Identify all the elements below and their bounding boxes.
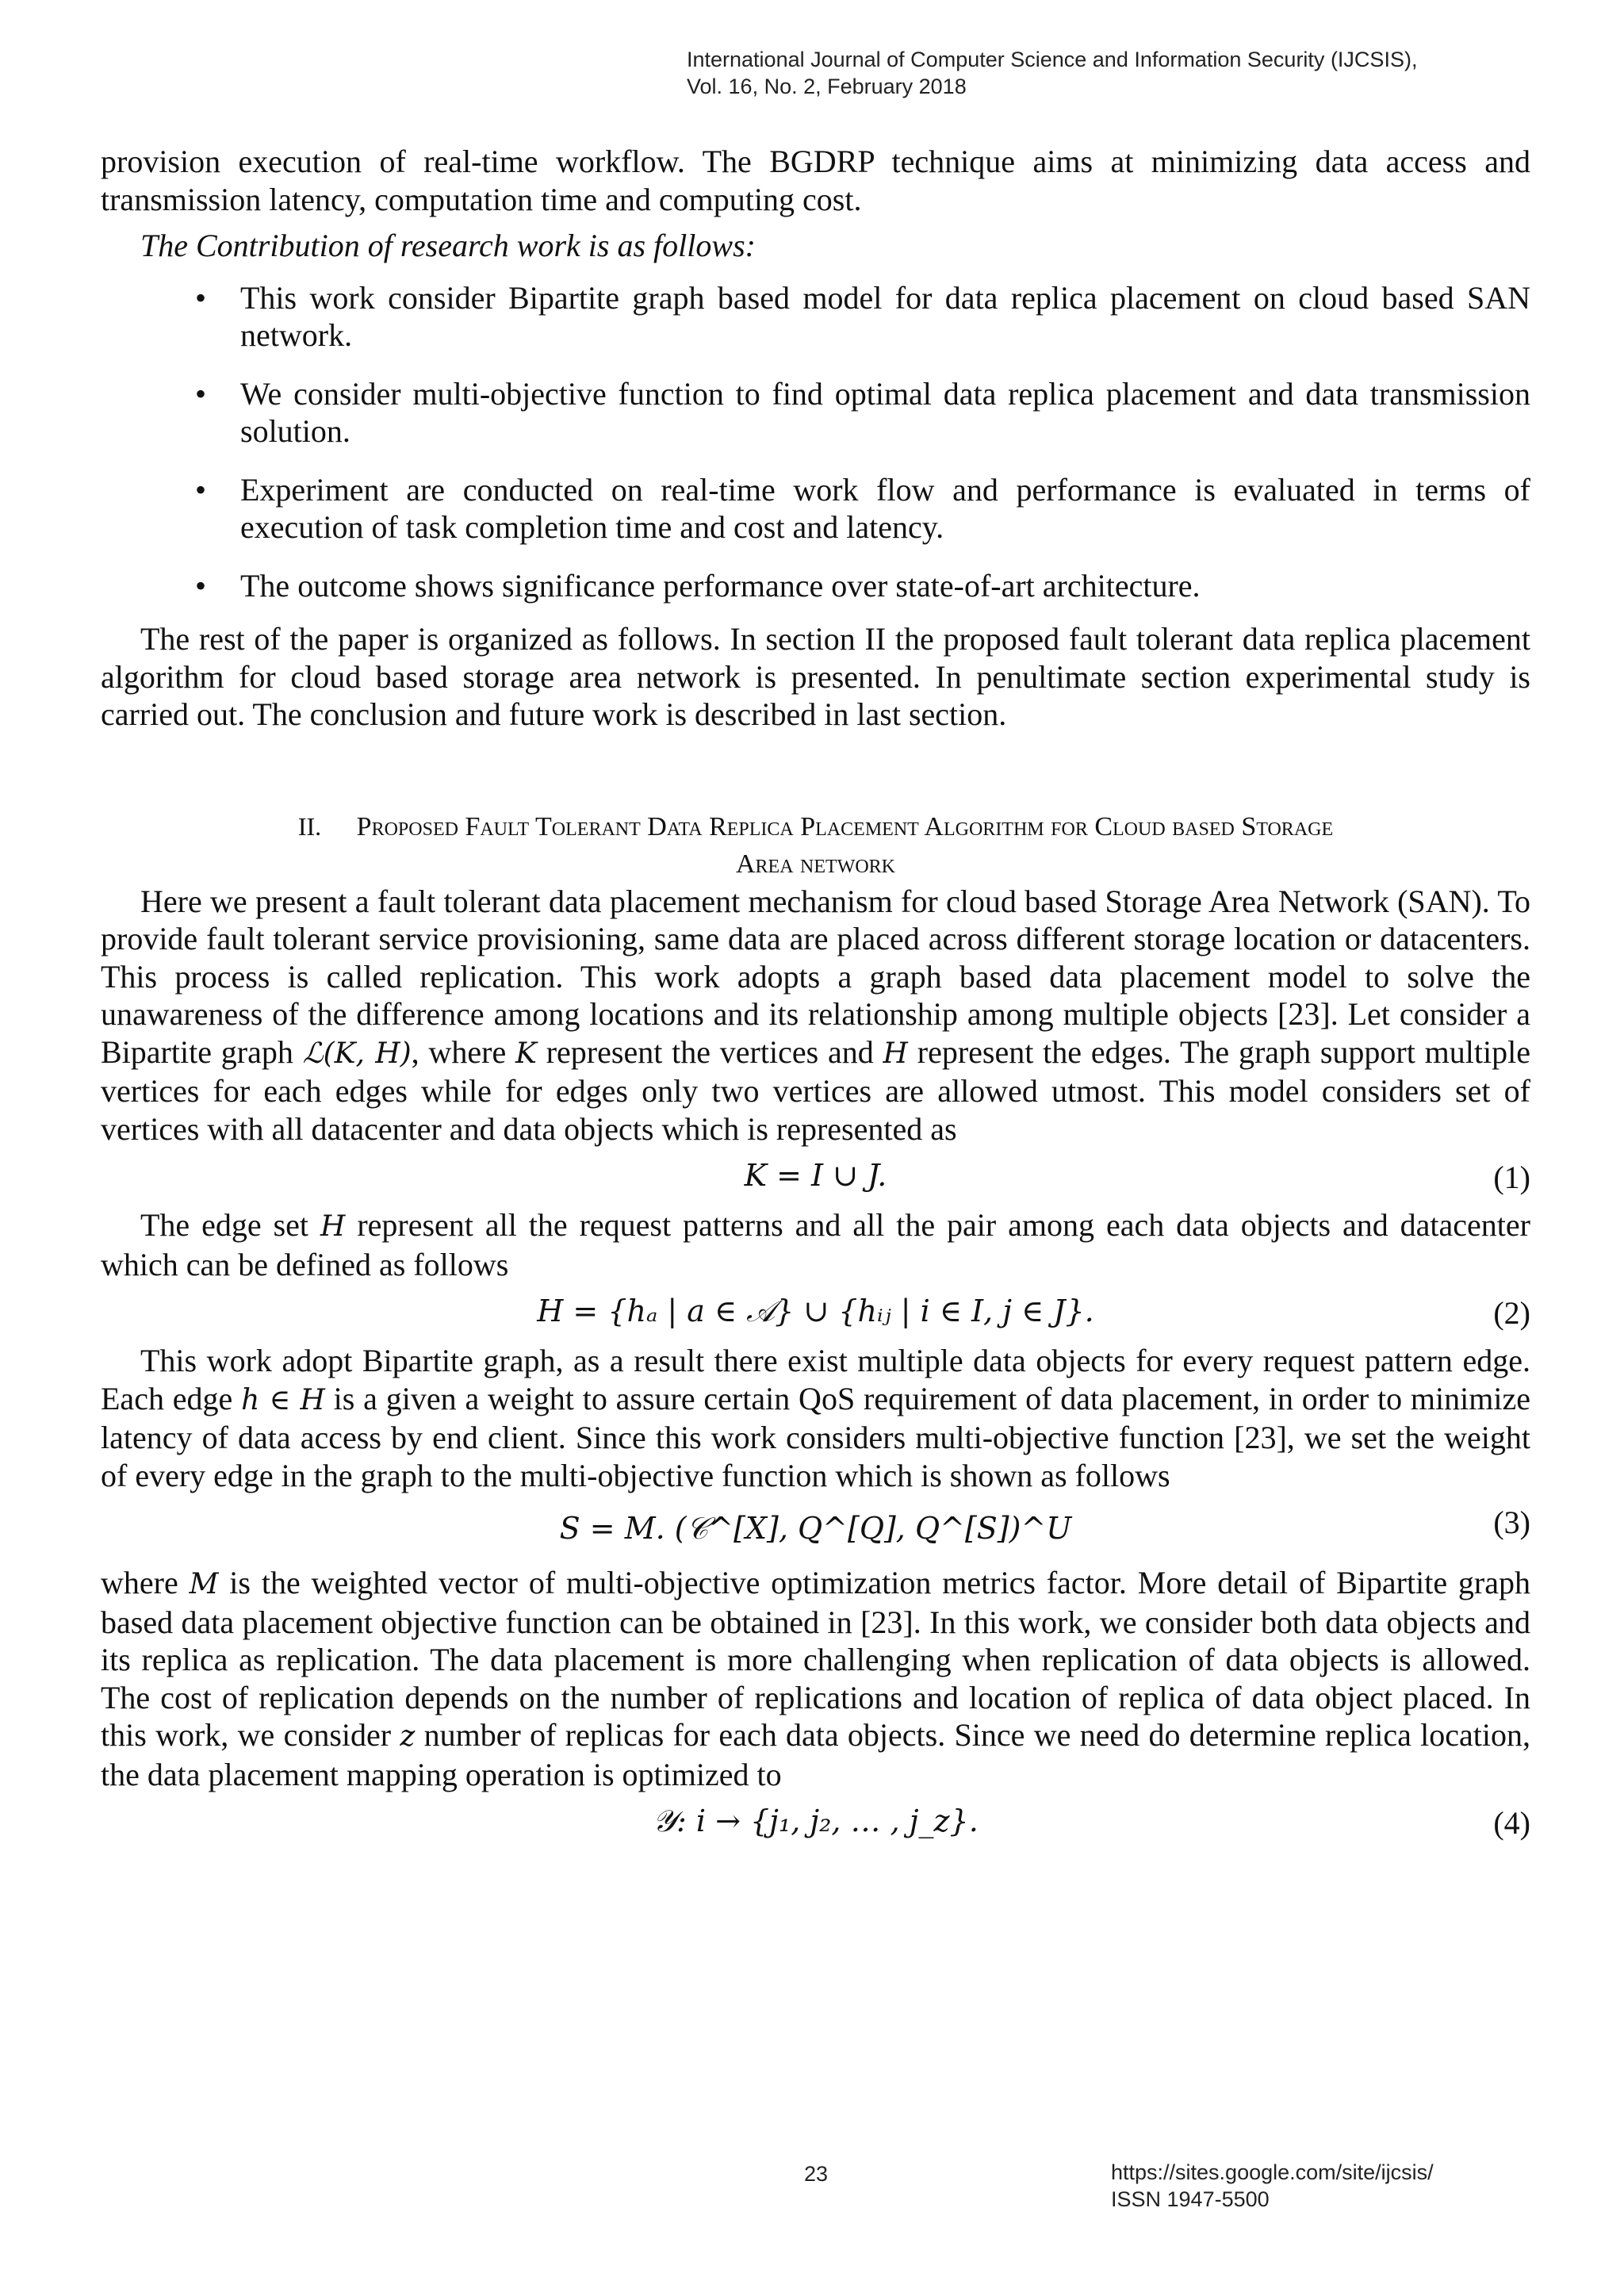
section-heading <box>101 808 1530 883</box>
math-inline: M <box>189 1568 219 1600</box>
equation-1-expression: K = I ∪ J. <box>744 1158 887 1193</box>
section-title-line2: Area network <box>735 849 896 879</box>
equation-4 <box>101 1800 1530 1846</box>
body-paragraph-1: Here we present a fault tolerant data placement mechanism for cloud based Storage Area Network (SAN). To provide fault tolerant service provisioning, same data are placed across different storage location or datacenters. This process is called replication. This work adopts a graph based data placement model to solve the unawareness of the difference among locations and its relationship among multiple objects [23]. Let consider a Bipartite graph ℒ(K, H), where K represent the vertices and H represent the edges. The graph support multiple vertices for each edges while for edges only two vertices are allowed utmost. This model considers set of vertices with all datacenter and data objects which is represented as <box>101 883 1530 1147</box>
body-paragraph-3: This work adopt Bipartite graph, as a result there exist multiple data objects for every request pattern edge. Each edge h ∈ H is a given a weight to assure certain QoS requirement of data placement, in order to minimize latency of data access by end client. Since this work considers multi-objective function [23], we set the weight of every edge in the graph to the multi-objective function which is shown as follows <box>101 1343 1530 1493</box>
main-text <box>101 143 1530 1852</box>
math-inline: H <box>320 1210 346 1243</box>
journal-volume: Vol. 16, No. 2, February 2018 <box>687 75 967 98</box>
math-inline: h ∈ H <box>241 1383 325 1416</box>
contribution-item: • Experiment are conducted on real-time work flow and performance is evaluated in terms of execution of task completion time and cost and latency. <box>240 471 1530 546</box>
contribution-item: • This work consider Bipartite graph based model for data replica placement on cloud based SAN network. <box>240 279 1530 355</box>
contribution-list <box>101 279 1530 605</box>
equation-4-number: (4) <box>1493 1805 1530 1841</box>
math-inline: ℒ(K, H) <box>302 1037 412 1070</box>
equation-1-number: (1) <box>1493 1159 1530 1195</box>
intro-paragraph: provision execution of real-time workflow. The BGDRP technique aims at minimizing data access and transmission latency, computation time and computing cost. <box>101 144 1530 217</box>
equation-3-number: (3) <box>1493 1504 1530 1540</box>
contribution-item: • We consider multi-objective function to find optimal data replica placement and data transmission solution. <box>240 375 1530 450</box>
body-paragraph-2: The edge set H represent all the request patterns and all the pair among each data objects and datacenter which can be defined as follows <box>101 1207 1530 1282</box>
equation-2-number: (2) <box>1493 1295 1530 1331</box>
math-inline: K <box>515 1037 537 1070</box>
equation-4-expression: 𝒴: i → {j₁, j₂, … , j_z}. <box>653 1803 979 1838</box>
math-inline: H <box>883 1037 908 1070</box>
footer-info <box>1111 2159 1434 2213</box>
equation-2-expression: H = {hₐ | a ∈ 𝒜} ∪ {hᵢⱼ | i ∈ I, j ∈ J}. <box>537 1294 1094 1328</box>
section-title-line1: Proposed Fault Tolerant Data Replica Placement Algorithm for Cloud based Storage <box>356 811 1334 841</box>
contribution-heading: The Contribution of research work is as follows: <box>140 228 756 263</box>
organization-paragraph: The rest of the paper is organized as follows. In section II the proposed fault tolerant data replica placement algorithm for cloud based storage area network is presented. In penultimate section experimental study is carried out. The conclusion and future work is described in last section. <box>101 621 1530 732</box>
journal-name: International Journal of Computer Science and Information Security (IJCSIS), <box>687 48 1418 71</box>
running-header <box>687 46 1417 100</box>
section-number: II. <box>297 811 322 841</box>
math-inline: z <box>400 1720 416 1753</box>
equation-2 <box>101 1290 1530 1336</box>
footer-issn: ISSN 1947-5500 <box>1111 2187 1270 2211</box>
footer-url: https://sites.google.com/site/ijcsis/ <box>1111 2160 1434 2184</box>
page-number: 23 <box>804 2162 829 2186</box>
body-paragraph-4: where M is the weighted vector of multi-objective optimization metrics factor. More detail of Bipartite graph based data placement objective function can be obtained in [23]. In this work, we consider both data objects and its replica as replication. The data placement is more challenging when replication of data objects is allowed. The cost of replication depends on the number of replications and location of replica of data object placed. In this work, we consider z number of replicas for each data objects. Since we need do determine replica location, the data placement mapping operation is optimized to <box>101 1565 1531 1792</box>
contribution-item: • The outcome shows significance performance over state-of-art architecture. <box>240 567 1530 605</box>
equation-3-expression: S = M. (𝒞^[X], Q^[Q], Q^[S])^U <box>559 1511 1072 1546</box>
equation-3 <box>101 1501 1530 1558</box>
equation-1 <box>101 1154 1530 1200</box>
